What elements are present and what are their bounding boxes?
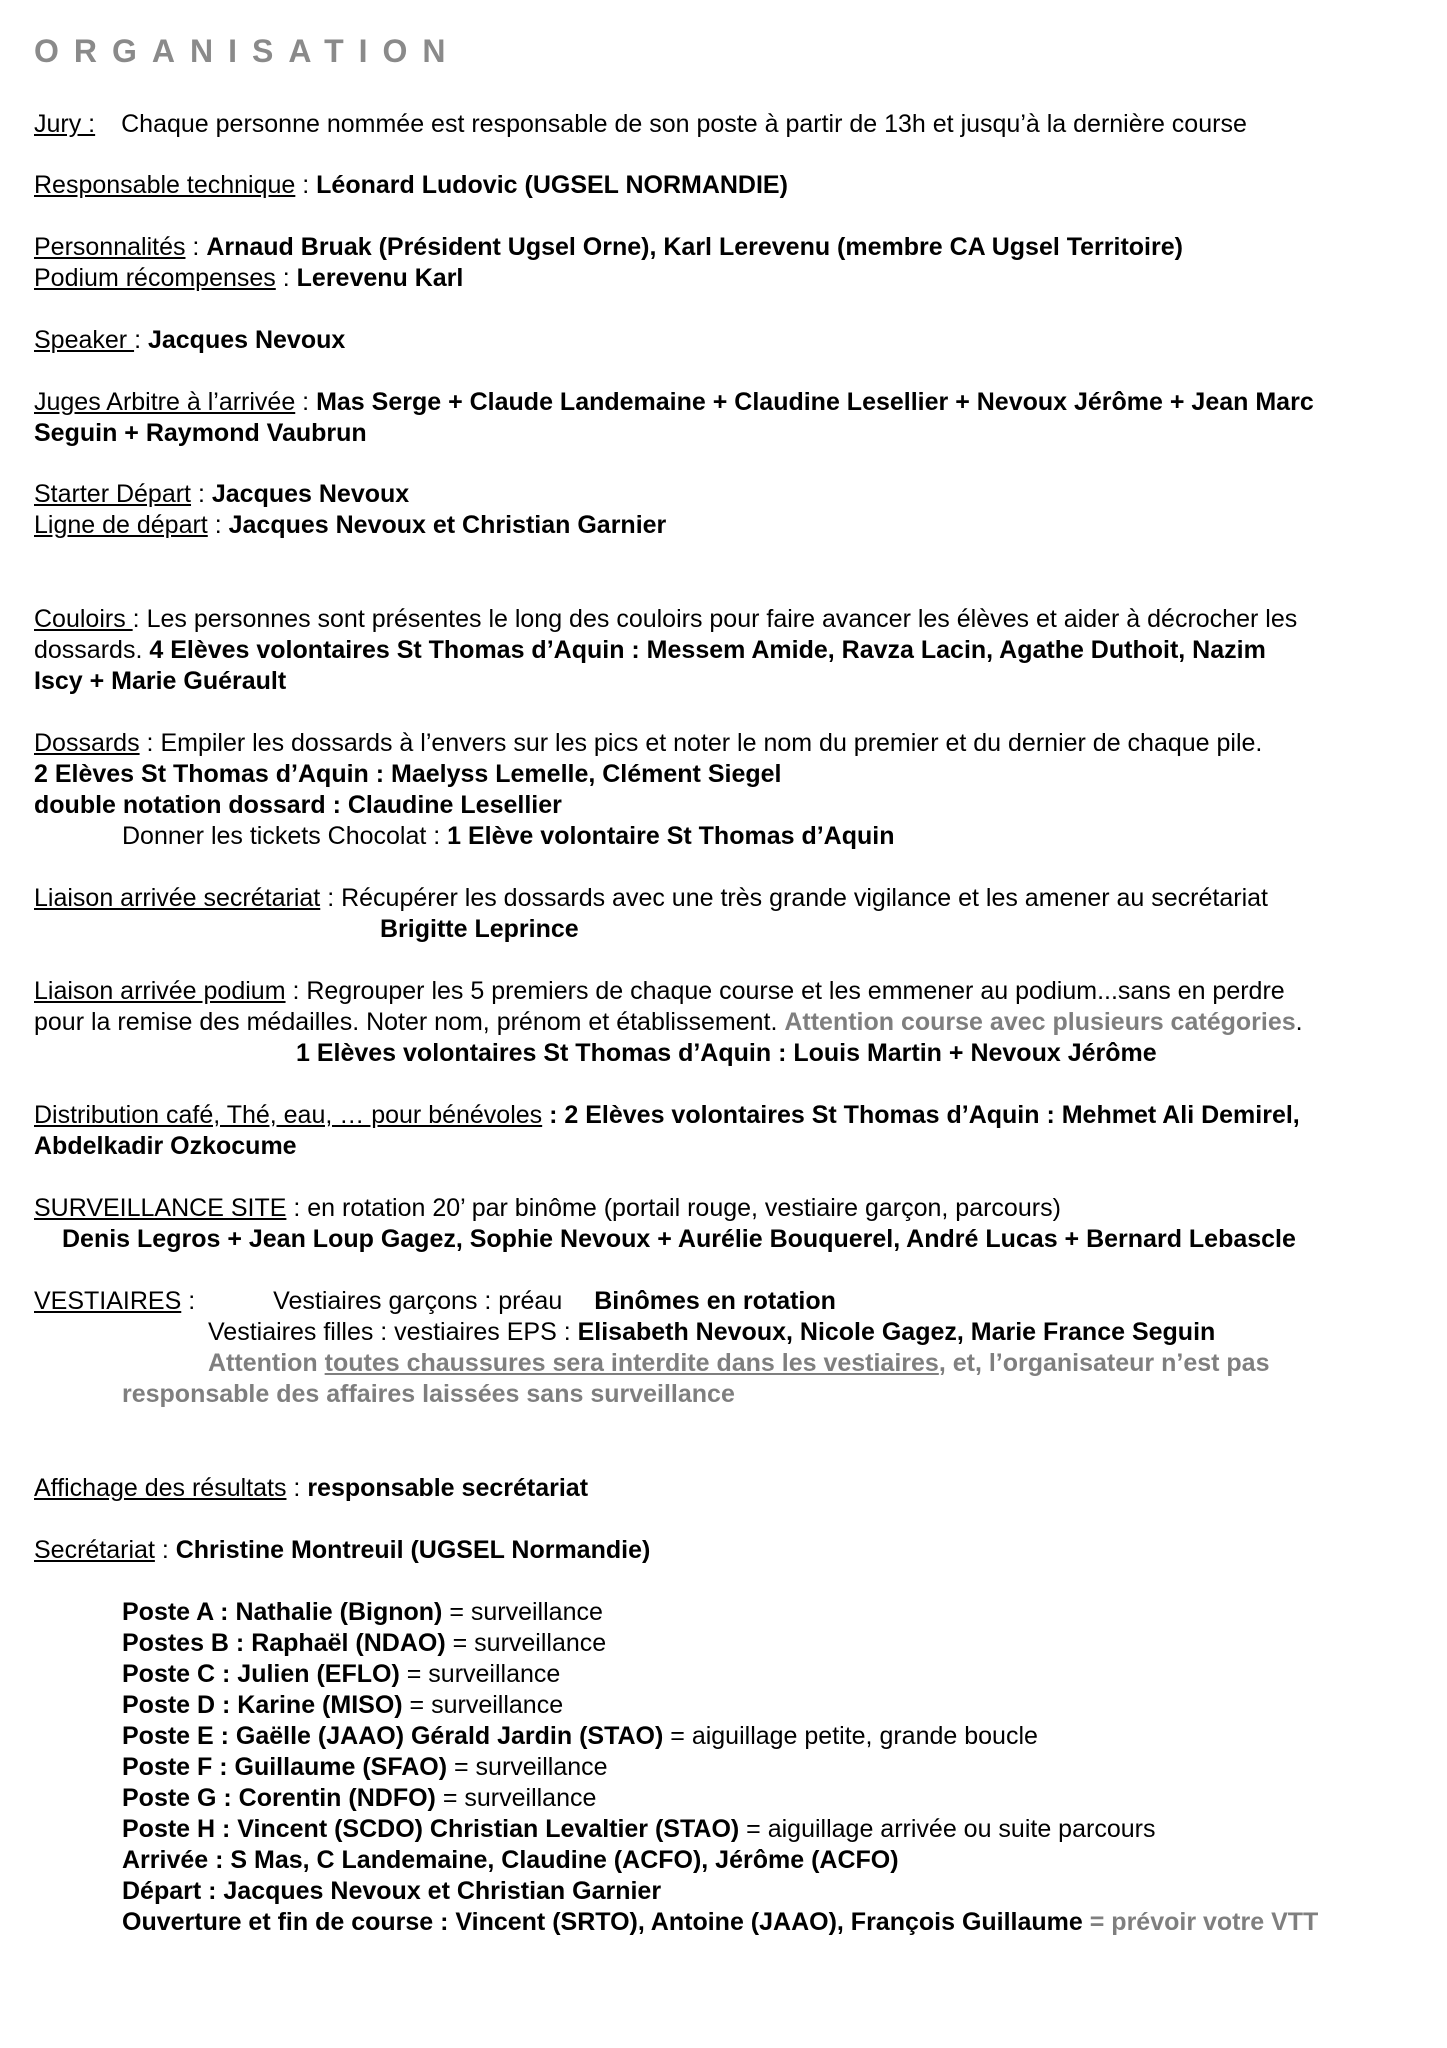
- affichage-label: Affichage des résultats: [34, 1474, 287, 1502]
- podium-value: Lerevenu Karl: [296, 264, 464, 292]
- poste-role: = surveillance: [445, 1629, 607, 1657]
- starter-label: Starter Départ: [34, 480, 192, 508]
- distribution-label: Distribution café, Thé, eau, … pour bénévoles: [34, 1101, 543, 1129]
- couloirs-text-2: dossards.: [34, 636, 150, 664]
- dossards-label: Dossards: [34, 729, 140, 757]
- podium-label: Podium récompenses: [34, 264, 276, 292]
- vestiaires-line-4: [34, 1379, 1447, 1410]
- juges-line: [34, 387, 1424, 418]
- liaison-podium-text: Regrouper les 5 premiers de chaque course et les emmener au podium...sans en perdre: [306, 977, 1285, 1005]
- period: .: [1295, 1008, 1303, 1036]
- tickets-volunteer: 1 Elève volontaire St Thomas d’Aquin: [447, 822, 895, 850]
- couloirs-text: Les personnes sont présentes le long des couloirs pour faire avancer les élèves et aider à décrocher les: [146, 605, 1298, 633]
- vestiaires-label: VESTIAIRES: [34, 1287, 182, 1315]
- couloirs-label: Couloirs: [34, 605, 133, 633]
- surveillance-line-2: [34, 1224, 1447, 1255]
- poste-name: Poste F : Guillaume (SFAO): [122, 1753, 448, 1781]
- list-item: [122, 1628, 1447, 1659]
- resp-tech-line: [34, 170, 1424, 201]
- starter-line: [34, 479, 1424, 510]
- poste-role: = surveillance: [435, 1784, 597, 1812]
- couloirs-volunteers-2: Iscy + Marie Guérault: [34, 667, 287, 695]
- separator: :: [181, 1287, 196, 1315]
- affichage-value: responsable secrétariat: [307, 1474, 589, 1502]
- liaison-podium-attention: Attention course avec plusieurs catégories: [784, 1008, 1296, 1036]
- speaker-line: [34, 325, 1424, 356]
- vestiaires-attention-3: responsable des affaires laissées sans surveillance: [122, 1380, 735, 1408]
- distribution-line: [34, 1100, 1424, 1131]
- vestiaires-line: [34, 1286, 1424, 1317]
- separator: :: [207, 511, 229, 539]
- dossards-text: Empiler les dossards à l’envers sur les pics et noter le nom du premier et du dernier de chaque pile.: [160, 729, 1263, 757]
- separator: :: [132, 605, 147, 633]
- separator: :: [275, 264, 297, 292]
- tickets-text: Donner les tickets Chocolat :: [122, 822, 448, 850]
- list-item: [122, 1783, 1447, 1814]
- separator: :: [285, 977, 307, 1005]
- liaison-secretariat-line: [34, 883, 1424, 914]
- poste-name: Départ : Jacques Nevoux et Christian Garnier: [122, 1877, 662, 1905]
- liaison-secretariat-text: Récupérer les dossards avec une très grande vigilance et les amener au secrétariat: [341, 884, 1268, 912]
- ligne-line: [34, 510, 1424, 541]
- surveillance-label: SURVEILLANCE SITE: [34, 1194, 287, 1222]
- distribution-value-2: Abdelkadir Ozkocume: [34, 1132, 297, 1160]
- speaker-label: Speaker: [34, 326, 135, 354]
- poste-name: Poste G : Corentin (NDFO): [122, 1784, 436, 1812]
- jury-line: [34, 109, 1424, 140]
- podium-line: [34, 263, 1424, 294]
- list-item: [122, 1721, 1447, 1752]
- liaison-podium-text-2: pour la remise des médailles. Noter nom, prénom et établissement.: [34, 1008, 785, 1036]
- surveillance-names: Denis Legros + Jean Loup Gagez, Sophie Nevoux + Aurélie Bouquerel, André Lucas + Bernard Lebascle: [62, 1225, 1296, 1253]
- poste-role: = aiguillage petite, grande boucle: [663, 1722, 1038, 1750]
- separator: :: [191, 480, 212, 508]
- juges-line-2: [34, 418, 1424, 449]
- vestiaires-attention: Attention: [208, 1349, 325, 1377]
- liaison-podium-line-2: [34, 1007, 1424, 1038]
- secretariat-value: Christine Montreuil (UGSEL Normandie): [175, 1536, 651, 1564]
- liaison-podium-line: [34, 976, 1424, 1007]
- resp-tech-value: Léonard Ludovic (UGSEL NORMANDIE): [316, 171, 788, 199]
- separator: :: [139, 729, 161, 757]
- poste-role: = surveillance: [447, 1753, 608, 1781]
- vestiaires-garcons: Vestiaires garçons : préau: [273, 1287, 563, 1315]
- liaison-podium-line-3: [34, 1038, 1447, 1069]
- secretariat-label: Secrétariat: [34, 1536, 155, 1564]
- separator: :: [295, 171, 317, 199]
- dossards-double-notation: double notation dossard : Claudine Lesellier: [34, 791, 562, 819]
- vestiaires-line-3: [34, 1348, 1447, 1379]
- vestiaires-attention-2: , et, l’organisateur n’est pas: [938, 1349, 1270, 1377]
- list-item: [122, 1845, 1447, 1876]
- vestiaires-filles: Vestiaires filles : vestiaires EPS :: [208, 1318, 578, 1346]
- liaison-podium-label: Liaison arrivée podium: [34, 977, 286, 1005]
- poste-name: Poste E : Gaëlle (JAAO) Gérald Jardin (STAO): [122, 1722, 664, 1750]
- secretariat-line: [34, 1535, 1424, 1566]
- vestiaires-garcons-rotation: Binômes en rotation: [594, 1287, 836, 1315]
- dossards-line-2: [34, 759, 1424, 790]
- list-item: [122, 1907, 1447, 1938]
- separator: :: [134, 326, 148, 354]
- separator: :: [286, 1474, 308, 1502]
- affichage-line: [34, 1473, 1424, 1504]
- surveillance-text: en rotation 20’ par binôme (portail rouge, vestiaire garçon, parcours): [307, 1194, 1061, 1222]
- separator: :: [185, 233, 207, 261]
- poste-name: Arrivée : S Mas, C Landemaine, Claudine (ACFO), Jérôme (ACFO): [122, 1846, 899, 1874]
- surveillance-line: [34, 1193, 1424, 1224]
- separator: :: [320, 884, 342, 912]
- separator: :: [295, 388, 317, 416]
- couloirs-line: [34, 604, 1424, 635]
- list-item: [122, 1659, 1447, 1690]
- postes-list: [34, 1597, 1447, 1938]
- couloirs-line-2: [34, 635, 1424, 666]
- jury-label: Jury :: [34, 110, 96, 138]
- couloirs-line-3: [34, 666, 1424, 697]
- personnalites-value: Arnaud Bruak (Président Ugsel Orne), Karl Lerevenu (membre CA Ugsel Territoire): [206, 233, 1183, 261]
- poste-role: = surveillance: [402, 1691, 564, 1719]
- poste-vtt-note: = prévoir votre VTT: [1082, 1908, 1319, 1936]
- speaker-value: Jacques Nevoux: [147, 326, 346, 354]
- resp-tech-label: Responsable technique: [34, 171, 296, 199]
- starter-value: Jacques Nevoux: [211, 480, 410, 508]
- liaison-podium-volunteers: 1 Elèves volontaires St Thomas d’Aquin : Louis Martin + Nevoux Jérôme: [296, 1039, 1157, 1067]
- poste-name: Poste C : Julien (EFLO): [122, 1660, 400, 1688]
- dossards-students: 2 Elèves St Thomas d’Aquin : Maelyss Lemelle, Clément Siegel: [34, 760, 782, 788]
- poste-name: Poste D : Karine (MISO): [122, 1691, 403, 1719]
- list-item: [122, 1814, 1447, 1845]
- liaison-secretariat-line-2: [34, 914, 1447, 945]
- juges-value-2: Seguin + Raymond Vaubrun: [34, 419, 367, 447]
- vestiaires-line-2: [34, 1317, 1447, 1348]
- separator: :: [154, 1536, 176, 1564]
- poste-role: = surveillance: [399, 1660, 561, 1688]
- dossards-line: [34, 728, 1424, 759]
- dossards-line-3: [34, 790, 1424, 821]
- liaison-secretariat-name: Brigitte Leprince: [380, 915, 579, 943]
- page-heading: ORGANISATION: [34, 33, 461, 69]
- list-item: [122, 1876, 1447, 1907]
- ligne-label: Ligne de départ: [34, 511, 208, 539]
- list-item: [122, 1752, 1447, 1783]
- poste-name: Ouverture et fin de course : Vincent (SRTO), Antoine (JAAO), François Guillaume: [122, 1908, 1083, 1936]
- separator: :: [286, 1194, 308, 1222]
- list-item: [122, 1690, 1447, 1721]
- poste-name: Poste A : Nathalie (Bignon): [122, 1598, 443, 1626]
- liaison-secretariat-label: Liaison arrivée secrétariat: [34, 884, 321, 912]
- dossards-line-4: [34, 821, 1447, 852]
- distribution-value: : 2 Elèves volontaires St Thomas d’Aquin : Mehmet Ali Demirel,: [542, 1101, 1300, 1129]
- jury-text: Chaque personne nommée est responsable de son poste à partir de 13h et jusqu’à la dernière course: [121, 110, 1247, 138]
- ligne-value: Jacques Nevoux et Christian Garnier: [228, 511, 667, 539]
- poste-name: Poste H : Vincent (SCDO) Christian Levaltier (STAO): [122, 1815, 740, 1843]
- poste-role: = surveillance: [442, 1598, 603, 1626]
- juges-label: Juges Arbitre à l’arrivée: [34, 388, 296, 416]
- personnalites-line: [34, 232, 1424, 263]
- poste-name: Postes B : Raphaël (NDAO): [122, 1629, 446, 1657]
- poste-role: = aiguillage arrivée ou suite parcours: [739, 1815, 1156, 1843]
- distribution-line-2: [34, 1131, 1424, 1162]
- vestiaires-attention-underlined: toutes chaussures sera interdite dans les vestiaires: [324, 1349, 939, 1377]
- couloirs-volunteers: 4 Elèves volontaires St Thomas d’Aquin : Messem Amide, Ravza Lacin, Agathe Duthoit, Nazim: [149, 636, 1266, 664]
- list-item: [122, 1597, 1447, 1628]
- vestiaires-filles-names: Elisabeth Nevoux, Nicole Gagez, Marie France Seguin: [577, 1318, 1216, 1346]
- personnalites-label: Personnalités: [34, 233, 186, 261]
- juges-value-1: Mas Serge + Claude Landemaine + Claudine Lesellier + Nevoux Jérôme + Jean Marc: [316, 388, 1314, 416]
